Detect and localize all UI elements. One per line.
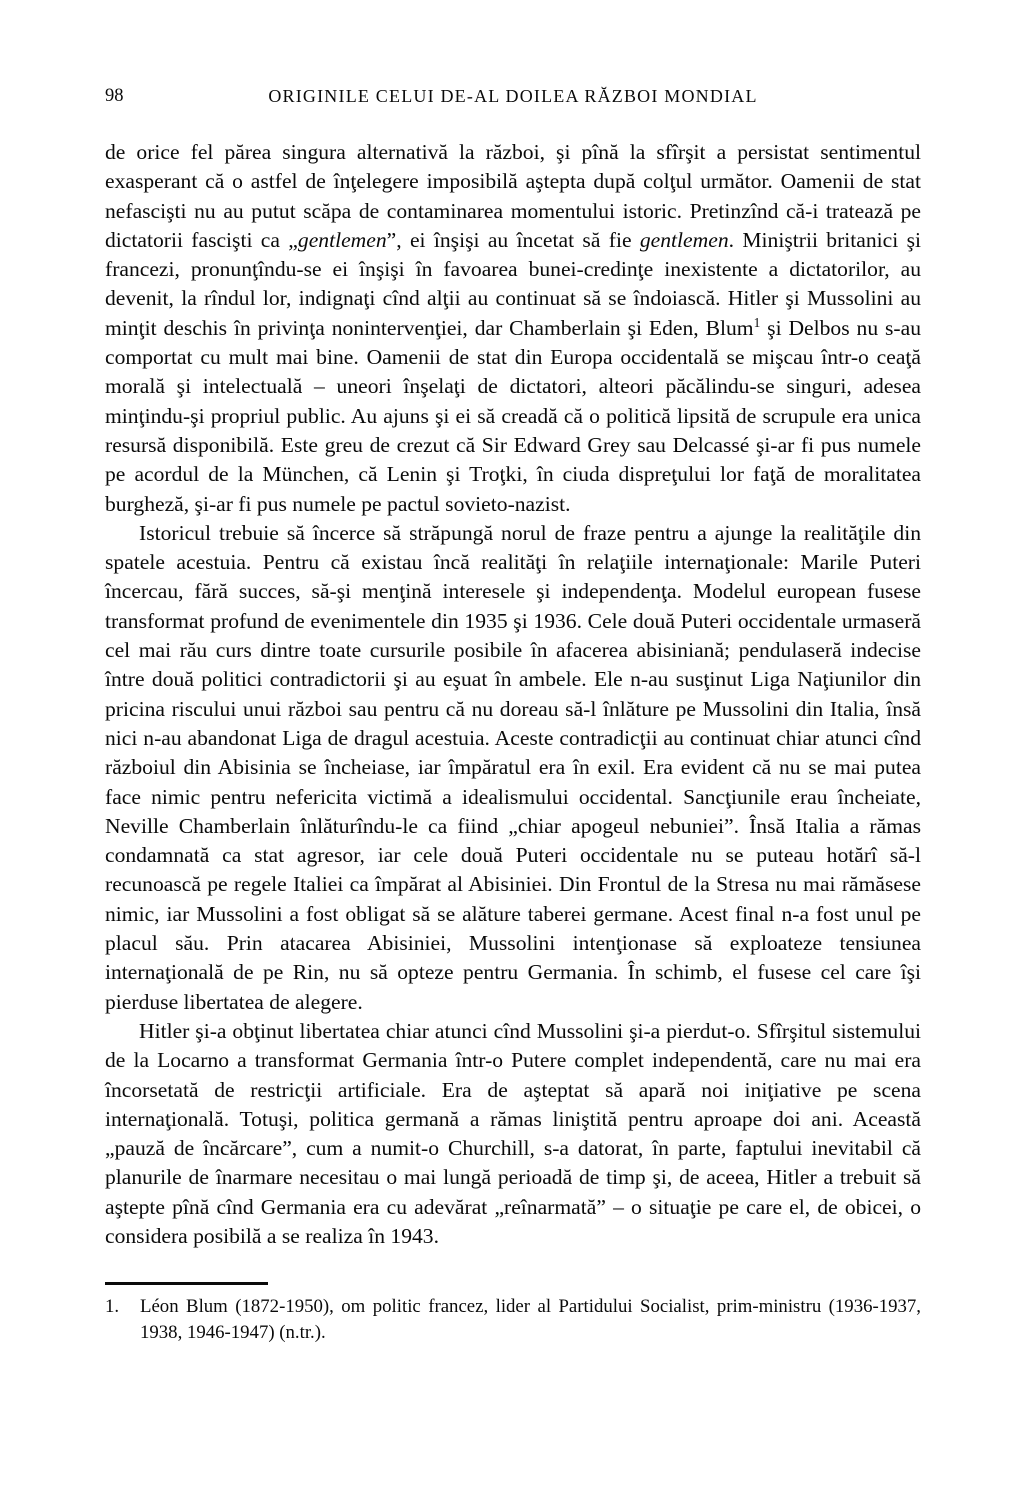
page-number: 98 <box>105 86 124 106</box>
text-block <box>105 86 921 1346</box>
page-body <box>105 138 921 1251</box>
running-head <box>105 86 921 116</box>
footnote <box>105 1294 921 1346</box>
running-title: ORIGINILE CELUI DE-AL DOILEA RĂZBOI MONDIAL <box>268 86 758 106</box>
footnote-text: Léon Blum (1872-1950), om politic francez, lider al Partidului Socialist, prim-ministru (1936-1937, 1938, 1946-1947) (n.tr.). <box>140 1296 921 1344</box>
footnote-marker: 1. <box>105 1296 120 1318</box>
footnote-separator <box>105 1282 268 1285</box>
body-paragraph: Istoricul trebuie să încerce să străpungă norul de fraze pentru a ajunge la realităţile din spatele acestuia. Pentru că existau încă realităţi în relaţiile internaţionale: Marile Puteri încercau, fără succes, să-şi menţină interesele şi independenţa. Modelul european fusese transformat profund de evenimentele din 1935 şi 1936. Cele două Puteri occidentale urmaseră cel mai rău curs dintre toate cursurile posibile în afacerea abisiniană; pendulaseră indecise între două politici contradictorii şi au eşuat în ambele. Ele n-au susţinut Liga Naţiunilor din pricina riscului unui război sau pentru că nu doreau să-l înlăture pe Mussolini din Italia, însă nici n-au abandonat Liga de dragul acestuia. Aceste contradicţii au continuat chiar atunci cînd războiul din Abisinia se încheiase, iar împăratul era în exil. Era evident că nu se mai putea face nimic pentru nefericita victimă a idealismului occidental. Sancţiunile erau încheiate, Neville Chamberlain înlăturîndu-le ca fiind „chiar apogeul nebuniei”. Însă Italia a rămas condamnată ca stat agresor, iar cele două Puteri occidentale nu se puteau hotărî să-l recunoască pe regele Italiei ca împărat al Abisiniei. Din Frontul de la Stresa nu mai rămăsese nimic, iar Mussolini a fost obligat să se alăture taberei germane. Acest final n-a fost unul pe placul său. Prin atacarea Abisiniei, Mussolini intenţionase să exploateze tensiunea internaţională de pe Rin, nu să opteze pentru Germania. În schimb, el fusese cel care îşi pierduse libertatea de alegere. <box>105 520 921 1014</box>
body-paragraph: de orice fel părea singura alternativă la război, şi pînă la sfîrşit a persistat sentimentul exasperant că o astfel de înţelegere imposibilă aştepta după colţul următor. Oamenii de stat nefascişti nu au putut scăpa de contaminarea momentului istoric. Pretinzînd că-i tratează pe dictatorii fascişti ca „gentlemen”, ei înşişi au încetat să fie gentlemen. Miniştrii britanici şi francezi, pronunţîndu-se ei înşişi în favoarea bunei-credinţe inexistente a dictatorilor, au devenit, la rîndul lor, indignaţi cînd alţii au continuat să se îndoiască. Hitler şi Mussolini au minţit deschis în privinţa nonintervenţiei, dar Chamberlain şi Eden, Blum$^1$ şi Delbos nu s-au comportat cu mult mai bine. Oamenii de stat din Europa occidentală se mişcau într-o ceaţă morală şi intelectuală – uneori înşelaţi de dictatori, alteori păcălindu-se singuri, adesea minţindu-şi propriul public. Au ajuns şi ei să creadă că o politică lipsită de scrupule era unica resursă disponibilă. Este greu de crezut că Sir Edward Grey sau Delcassé şi-ar fi pus numele pe acordul de la München, că Lenin şi Troţki, în ciuda dispreţului lor faţă de moralitatea burgheză, şi-ar fi pus numele pe pactul sovieto-nazist. <box>105 140 921 516</box>
body-paragraph: Hitler şi-a obţinut libertatea chiar atunci cînd Mussolini şi-a pierdut-o. Sfîrşitul sistemului de la Locarno a transformat Germania într-o Putere complet independentă, care nu mai era încorsetată de restricţii artificiale. Era de aşteptat să apară noi iniţiative pe scena internaţională. Totuşi, politica germană a rămas liniştită pentru aproape doi ani. Această „pauză de încărcare”, cum a numit-o Churchill, s-a datorat, în parte, faptului inevitabil că planurile de înarmare necesitau o mai lungă perioadă de timp şi, de aceea, Hitler a trebuit să aştepte pînă cînd Germania era cu adevărat „reînarmată” – o situaţie pe care el, de obicei, o considera posibilă a se realiza în 1943. <box>105 1018 921 1248</box>
